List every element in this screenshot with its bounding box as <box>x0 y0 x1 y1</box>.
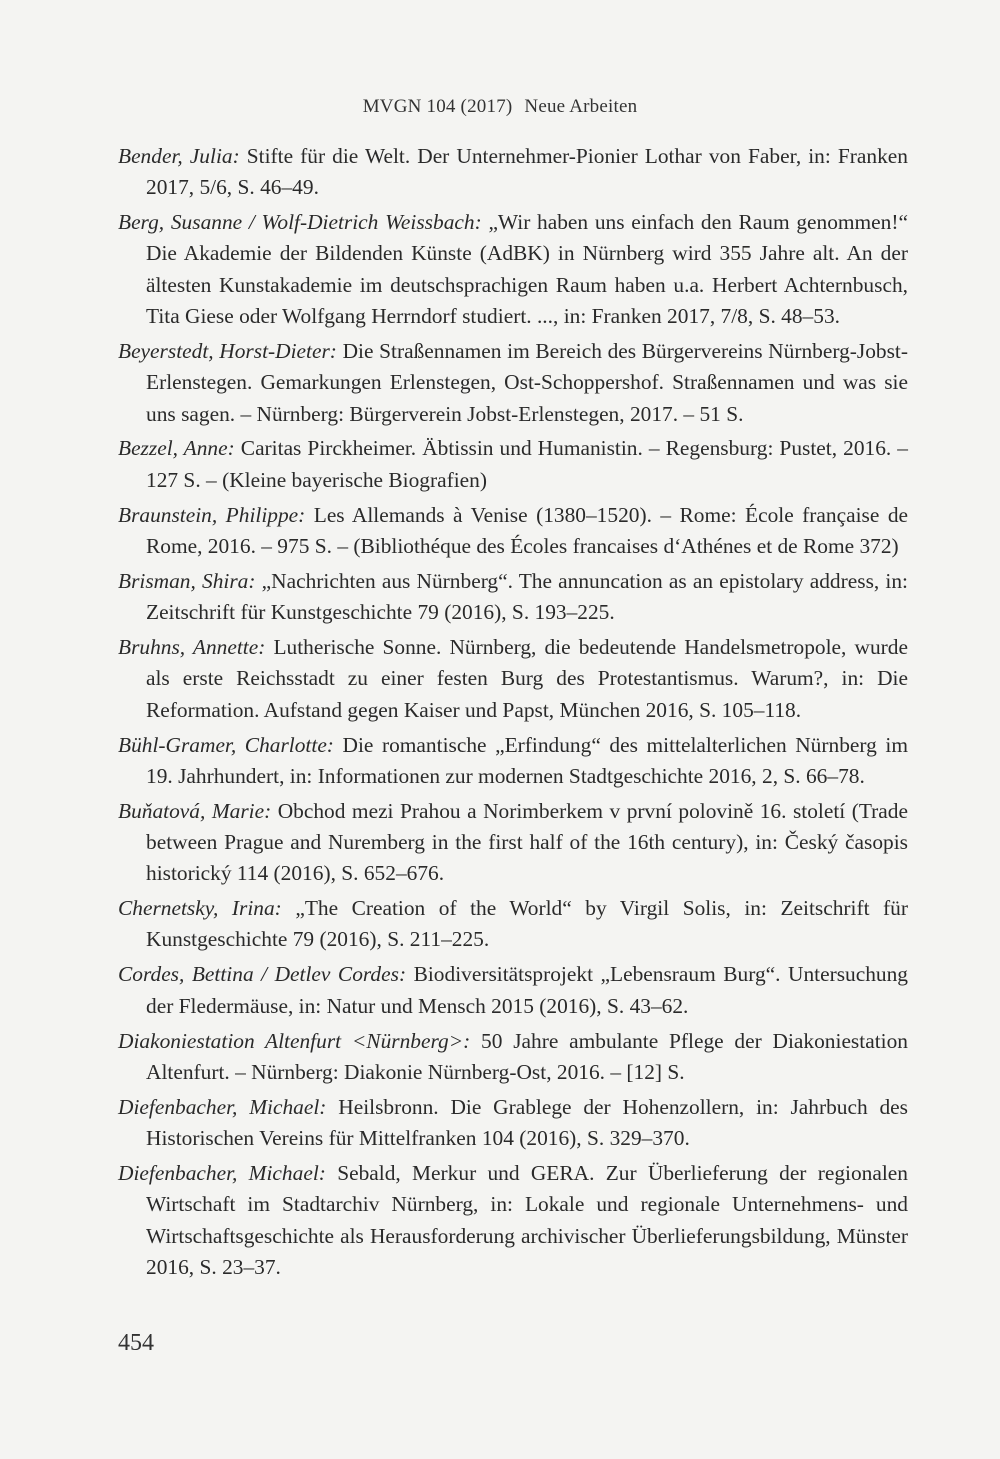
bibliography-list <box>118 141 908 1287</box>
entry-author: Bender, Julia: <box>118 144 240 168</box>
bibliography-entry <box>118 1158 908 1283</box>
entry-text: Heilsbronn. Die Grablege der Hohenzollern, in: Jahrbuch des Historischen Vereins für Mittelfranken 104 (2016), S. 329–370. <box>146 1094 909 1151</box>
entry-author: Diefenbacher, Michael: <box>118 1160 326 1185</box>
bibliography-entry <box>118 1092 908 1155</box>
entry-author: Bruhns, Annette: <box>118 635 266 660</box>
entry-author: Diakoniestation Altenfurt <Nürnberg>: <box>118 1028 471 1053</box>
section-title: Neue Arbeiten <box>524 96 638 117</box>
entry-text: Sebald, Merkur und GERA. Zur Überlieferung der regionalen Wirtschaft im Stadtarchiv Nürnberg, in: Lokale und regionale Unternehmens- und Wirtschaftsgeschichte als Herausforderung archivischer Überlieferungsbildung, Münster 2016, S. 23–37. <box>146 1160 908 1279</box>
bibliography-entry <box>118 959 908 1022</box>
entry-text: 50 Jahre ambulante Pflege der Diakoniestation Altenfurt. – Nürnberg: Diakonie Nürnberg-Ost, 2016. – [12] S. <box>146 1028 908 1084</box>
bibliography-entry <box>118 433 908 496</box>
entry-author: Chernetsky, Irina: <box>118 896 282 921</box>
bibliography-entry <box>118 500 908 563</box>
bibliography-entry <box>118 336 908 430</box>
entry-author: Berg, Susanne / Wolf-Dietrich Weissbach: <box>118 210 482 235</box>
entry-author: Brisman, Shira: <box>118 568 256 593</box>
bibliography-entry <box>118 207 908 332</box>
entry-author: Beyerstedt, Horst-Dieter: <box>118 338 337 363</box>
running-header <box>0 96 1000 118</box>
entry-text: Stifte für die Welt. Der Unternehmer-Pionier Lothar von Faber, in: Franken 2017, 5/6, S. 46–49. <box>146 144 908 200</box>
bibliography-entry <box>118 632 908 726</box>
bibliography-entry <box>118 1026 908 1089</box>
entry-text: „Nachrichten aus Nürnberg“. The annuncation as an epistolary address, in: Zeitschrift für Kunstgeschichte 79 (2016), S. 193–225. <box>146 568 908 625</box>
entry-text: Die Straßennamen im Bereich des Bürgervereins Nürnberg-Jobst-Erlenstegen. Gemarkungen Erlenstegen, Ost-Schoppershof. Straßennamen und was sie uns sagen. – Nürnberg: Bürgerverein Jobst-Erlenstegen, 2017. – 51 S. <box>146 338 908 426</box>
bibliography-entry <box>118 566 908 629</box>
bibliography-entry <box>118 893 908 956</box>
entry-author: Braunstein, Philippe: <box>118 502 306 527</box>
entry-text: Caritas Pirckheimer. Äbtissin und Humanistin. – Regensburg: Pustet, 2016. – 127 S. – (Kleine bayerische Biografien) <box>146 436 908 492</box>
entry-author: Cordes, Bettina / Detlev Cordes: <box>118 962 407 987</box>
bibliography-entry <box>118 730 908 793</box>
bibliography-entry <box>118 796 908 890</box>
entry-text: Die romantische „Erfindung“ des mittelalterlichen Nürnberg im 19. Jahrhundert, in: Informationen zur modernen Stadtgeschichte 2016, 2, S. 66–78. <box>146 732 908 788</box>
entry-author: Bezzel, Anne: <box>118 436 235 461</box>
journal-title: MVGN 104 (2017) <box>362 96 513 117</box>
entry-text: „The Creation of the World“ by Virgil Solis, in: Zeitschrift für Kunstgeschichte 79 (2016), S. 211–225. <box>146 896 908 952</box>
entry-text: Obchod mezi Prahou a Norimberkem v první polovině 16. století (Trade between Prague and Nuremberg in the first half of the 16th century), in: Český časopis historický 114 (2016), S. 652–676. <box>146 798 908 886</box>
entry-text: Les Allemands à Venise (1380–1520). – Rome: École française de Rome, 2016. – 975 S. – (Bibliothéque des Écoles francaises d‘Athénes et de Rome 372) <box>146 502 909 558</box>
entry-author: Bühl-Gramer, Charlotte: <box>118 732 334 757</box>
bibliography-entry <box>118 141 908 204</box>
page-number: 454 <box>118 1330 154 1356</box>
entry-author: Diefenbacher, Michael: <box>118 1094 327 1119</box>
entry-text: „Wir haben uns einfach den Raum genommen!“ Die Akademie der Bildenden Künste (AdBK) in Nürnberg wird 355 Jahre alt. An der ältesten Kunstakademie im deutschsprachigen Raum haben u.a. Herbert Achternbusch, Tita Giese oder Wolfgang Herrndorf studiert. ..., in: Franken 2017, 7/8, S. 48–53. <box>146 210 908 329</box>
entry-author: Buňatová, Marie: <box>118 798 272 823</box>
entry-text: Biodiversitätsprojekt „Lebensraum Burg“. Untersuchung der Fledermäuse, in: Natur und Mensch 2015 (2016), S. 43–62. <box>146 962 908 1018</box>
entry-text: Lutherische Sonne. Nürnberg, die bedeutende Handelsmetropole, wurde als erste Reichsstadt zu einer festen Burg des Protestantismus. Warum?, in: Die Reformation. Aufstand gegen Kaiser und Papst, München 2016, S. 105–118. <box>146 635 908 722</box>
